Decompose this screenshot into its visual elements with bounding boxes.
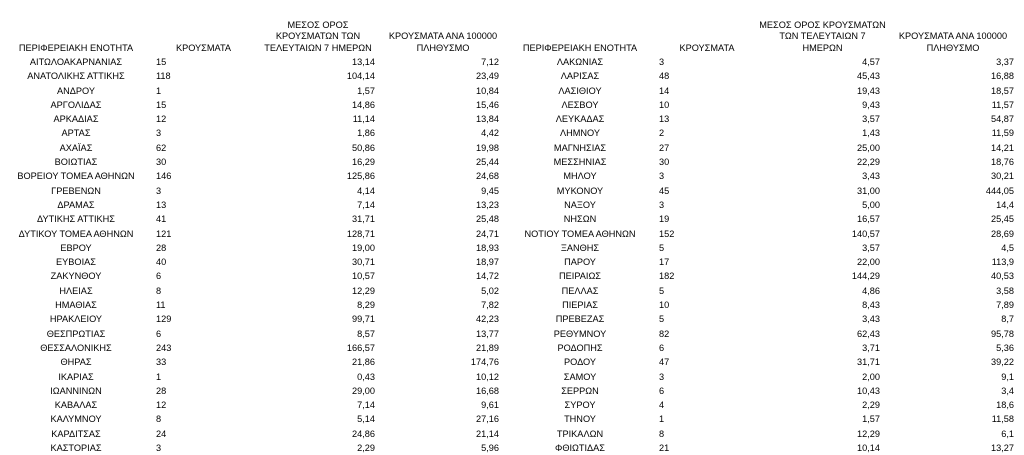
cell-cases: 27 (659, 142, 670, 153)
cell-cases: 129 (156, 314, 172, 325)
cell-rate: 14,21 (991, 142, 1014, 153)
cell-region: ΛΕΥΚΑΔΑΣ (555, 114, 605, 125)
cell-region: ΗΜΑΘΙΑΣ (55, 300, 97, 311)
cell-region: ΘΕΣΠΡΩΤΙΑΣ (46, 328, 106, 339)
cell-avg: 50,86 (352, 142, 375, 153)
cell-cases: 6 (156, 271, 162, 282)
cell-avg: 24,86 (352, 428, 375, 439)
cell-avg: 31,71 (857, 357, 880, 368)
table-row (0, 141, 1020, 155)
cell-cases: 48 (659, 71, 670, 82)
cell-region: ΠΡΕΒΕΖΑΣ (555, 314, 605, 325)
cell-cases: 182 (659, 271, 675, 282)
cell-avg: 11,14 (352, 114, 375, 125)
cell-region: ΡΟΔΟΥ (563, 357, 596, 368)
cell-cases: 121 (156, 228, 172, 239)
table-body (0, 55, 1020, 455)
table-row (0, 398, 1020, 412)
cell-rate: 25,44 (476, 157, 499, 168)
cell-cases: 41 (156, 214, 167, 225)
cell-rate: 21,89 (476, 342, 499, 353)
cell-rate: 15,46 (476, 99, 499, 110)
cell-rate: 18,93 (476, 242, 499, 253)
cell-avg: 10,43 (857, 385, 880, 396)
cell-avg: 8,57 (357, 328, 375, 339)
cell-avg: 30,71 (352, 257, 375, 268)
cell-rate: 25,48 (476, 214, 499, 225)
cell-cases: 5 (659, 314, 665, 325)
cell-region: ΑΡΓΟΛΙΔΑΣ (50, 99, 102, 110)
cell-avg: 16,57 (857, 214, 880, 225)
cell-avg: 3,43 (862, 314, 880, 325)
table-row (0, 269, 1020, 283)
cell-cases: 5 (659, 285, 665, 296)
cell-region: ΣΥΡΟΥ (564, 400, 596, 411)
cell-region: ΙΩΑΝΝΙΝΩΝ (50, 385, 102, 396)
cell-cases: 3 (659, 371, 665, 382)
cell-rate: 13,77 (476, 328, 499, 339)
cell-region: ΔΥΤΙΚΟΥ ΤΟΜΕΑ ΑΘΗΝΩΝ (18, 228, 134, 239)
cell-cases: 47 (659, 357, 670, 368)
cell-cases: 243 (156, 342, 172, 353)
cell-rate: 25,45 (991, 214, 1014, 225)
cell-rate: 5,96 (481, 443, 499, 454)
cell-region: ΚΑΛΥΜΝΟΥ (50, 414, 102, 425)
cell-cases: 8 (156, 285, 162, 296)
covid-cases-table (0, 9, 1020, 455)
cell-region: ΙΚΑΡΙΑΣ (58, 371, 94, 382)
cell-avg: 22,29 (857, 157, 880, 168)
cell-cases: 19 (659, 214, 670, 225)
cell-avg: 19,43 (857, 85, 880, 96)
cell-rate: 3,37 (996, 57, 1014, 67)
cell-region: ΛΗΜΝΟΥ (559, 128, 601, 139)
cell-region: ΜΑΓΝΗΣΙΑΣ (553, 142, 607, 153)
cell-region: ΘΗΡΑΣ (60, 357, 92, 368)
cell-region: ΝΗΣΩΝ (563, 214, 597, 225)
cell-rate: 444,05 (985, 185, 1014, 196)
table-row (0, 255, 1020, 269)
cell-rate: 13,23 (476, 199, 499, 210)
cell-rate: 13,27 (991, 443, 1014, 454)
cell-region: ΡΕΘΥΜΝΟΥ (553, 328, 607, 339)
cell-cases: 118 (156, 71, 171, 82)
cell-avg: 4,14 (357, 185, 375, 196)
cell-rate: 174,76 (470, 357, 499, 368)
cell-region: ΒΟΙΩΤΙΑΣ (54, 157, 98, 168)
cell-avg: 140,57 (851, 228, 880, 239)
cell-region: ΕΥΒΟΙΑΣ (56, 257, 96, 268)
table-row (0, 412, 1020, 426)
cell-avg: 62,43 (857, 328, 880, 339)
cell-cases: 3 (156, 128, 162, 139)
cell-rate: 5,36 (996, 342, 1014, 353)
cell-rate: 13,84 (476, 114, 499, 125)
cell-rate: 21,14 (476, 428, 499, 439)
cell-rate: 14,4 (996, 199, 1014, 210)
cell-rate: 9,45 (481, 185, 499, 196)
cell-region: ΛΑΣΙΘΙΟΥ (558, 85, 602, 96)
header-region: ΠΕΡΙΦΕΡΕΙΑΚΗ ΕΝΟΤΗΤΑ (18, 42, 134, 53)
cell-cases: 6 (659, 342, 665, 353)
cell-region: ΚΑΣΤΟΡΙΑΣ (50, 443, 102, 454)
cell-rate: 3,4 (1001, 385, 1014, 396)
cell-region: ΦΘΙΩΤΙΔΑΣ (554, 443, 605, 454)
cell-cases: 3 (659, 199, 665, 210)
cell-rate: 42,23 (476, 314, 499, 325)
cell-avg: 45,43 (857, 71, 880, 82)
cell-cases: 14 (659, 85, 670, 96)
cell-rate: 4,42 (481, 128, 499, 139)
table-row (0, 327, 1020, 341)
cell-rate: 8,7 (1001, 314, 1014, 325)
cell-rate: 30,21 (991, 171, 1014, 182)
cell-region: ΕΒΡΟΥ (60, 242, 92, 253)
table-row (0, 112, 1020, 126)
cell-cases: 62 (156, 142, 167, 153)
cell-cases: 5 (659, 242, 665, 253)
cell-region: ΑΝΔΡΟΥ (56, 85, 95, 96)
cell-rate: 9,61 (481, 400, 499, 411)
cell-region: ΓΡΕΒΕΝΩΝ (51, 185, 101, 196)
cell-avg: 31,71 (352, 214, 375, 225)
cell-rate: 27,16 (476, 414, 499, 425)
table-row (0, 126, 1020, 140)
cell-avg: 29,00 (352, 385, 375, 396)
cell-cases: 3 (156, 185, 162, 196)
header-avg-2: ΜΕΣΟΣ ΟΡΟΣ ΚΡΟΥΣΜΑΤΩΝ ΤΩΝ ΤΕΛΕΥΤΑΙΩΝ 7 ΗΜΕΡΩΝ (759, 19, 886, 53)
cell-rate: 23,49 (476, 71, 499, 82)
cell-rate: 39,22 (991, 357, 1014, 368)
cell-region: ΛΑΡΙΣΑΣ (560, 71, 600, 82)
cell-region: ΜΗΛΟΥ (563, 171, 597, 182)
table-row (0, 198, 1020, 212)
cell-avg: 4,86 (862, 285, 880, 296)
cell-region: ΤΡΙΚΑΛΩΝ (556, 428, 604, 439)
header-cases-2: ΚΡΟΥΣΜΑΤΑ (679, 42, 735, 53)
cell-rate: 40,53 (991, 271, 1014, 282)
cell-cases: 30 (156, 157, 167, 168)
cell-cases: 13 (659, 114, 670, 125)
table-header (0, 9, 1020, 55)
table-row (0, 212, 1020, 226)
cell-cases: 3 (659, 57, 665, 67)
cell-avg: 7,14 (357, 400, 375, 411)
cell-avg: 10,57 (352, 271, 375, 282)
table-row (0, 441, 1020, 455)
table-row (0, 84, 1020, 98)
cell-region: ΘΕΣΣΑΛΟΝΙΚΗΣ (40, 342, 112, 353)
cell-region: ΠΙΕΡΙΑΣ (562, 300, 598, 311)
cell-cases: 28 (156, 242, 167, 253)
cell-avg: 104,14 (346, 71, 375, 82)
cell-cases: 17 (659, 257, 670, 268)
header-region-2: ΠΕΡΙΦΕΡΕΙΑΚΗ ΕΝΟΤΗΤΑ (522, 42, 638, 53)
cell-avg: 1,43 (862, 128, 880, 139)
header-rate: ΚΡΟΥΣΜΑΤΑ ΑΝΑ 100000 ΠΛΗΘΥΣΜΟ (388, 31, 498, 53)
cell-cases: 1 (156, 371, 162, 382)
table-row (0, 384, 1020, 398)
cell-avg: 99,71 (352, 314, 375, 325)
cell-avg: 128,71 (346, 228, 375, 239)
cell-region: ΜΥΚΟΝΟΥ (556, 185, 604, 196)
cell-region: ΚΑΒΑΛΑΣ (54, 400, 98, 411)
cell-region: ΑΧΑΪΑΣ (59, 142, 93, 153)
cell-cases: 11 (156, 300, 166, 311)
table-row (0, 69, 1020, 83)
header-rate-2: ΚΡΟΥΣΜΑΤΑ ΑΝΑ 100000 ΠΛΗΘΥΣΜΟ (898, 31, 1008, 53)
cell-rate: 54,87 (991, 114, 1014, 125)
cell-avg: 1,57 (862, 414, 880, 425)
cell-cases: 146 (156, 171, 172, 182)
cell-rate: 18,76 (991, 157, 1014, 168)
cell-region: ΛΕΣΒΟΥ (561, 99, 599, 110)
cell-region: ΞΑΝΘΗΣ (560, 242, 600, 253)
cell-region: ΑΡΚΑΔΙΑΣ (53, 114, 99, 125)
cell-rate: 28,69 (991, 228, 1014, 239)
cell-region: ΑΙΤΩΛΟΑΚΑΡΝΑΝΙΑΣ (29, 57, 123, 67)
cell-avg: 4,57 (862, 57, 880, 67)
cell-rate: 113,9 (991, 257, 1014, 268)
cell-cases: 15 (156, 57, 167, 67)
cell-region: ΣΕΡΡΩΝ (561, 385, 599, 396)
cell-avg: 8,29 (357, 300, 375, 311)
cell-rate: 9,1 (1001, 371, 1014, 382)
cell-avg: 5,00 (862, 199, 880, 210)
cell-region: ΤΗΝΟΥ (564, 414, 596, 425)
cell-avg: 2,00 (862, 371, 880, 382)
table-row (0, 427, 1020, 441)
cell-region: ΒΟΡΕΙΟΥ ΤΟΜΕΑ ΑΘΗΝΩΝ (17, 171, 135, 182)
cell-avg: 31,00 (857, 185, 880, 196)
cell-rate: 24,68 (476, 171, 499, 182)
cell-cases: 3 (156, 443, 162, 454)
cell-region: ΖΑΚΥΝΘΟΥ (50, 271, 102, 282)
cell-region: ΠΑΡΟΥ (564, 257, 596, 268)
table-row (0, 155, 1020, 169)
cell-cases: 3 (659, 171, 665, 182)
cell-cases: 28 (156, 385, 167, 396)
cell-avg: 14,86 (352, 99, 375, 110)
cell-region: ΣΑΜΟΥ (563, 371, 597, 382)
cell-rate: 11,57 (991, 99, 1014, 110)
cell-region: ΑΝΑΤΟΛΙΚΗΣ ΑΤΤΙΚΗΣ (27, 71, 125, 82)
cell-avg: 5,14 (357, 414, 375, 425)
cell-cases: 6 (659, 385, 665, 396)
cell-rate: 10,12 (476, 371, 499, 382)
cell-cases: 10 (659, 300, 670, 311)
header-cases: ΚΡΟΥΣΜΑΤΑ (175, 42, 232, 53)
cell-rate: 10,84 (476, 85, 499, 96)
table-row (0, 184, 1020, 198)
cell-region: ΑΡΤΑΣ (61, 128, 91, 139)
cell-rate: 7,82 (481, 300, 499, 311)
cell-cases: 8 (156, 414, 162, 425)
cell-region: ΔΡΑΜΑΣ (57, 199, 95, 210)
cell-rate: 7,12 (481, 57, 499, 67)
cell-avg: 3,43 (862, 171, 880, 182)
cell-avg: 22,00 (857, 257, 880, 268)
cell-avg: 13,14 (352, 57, 375, 67)
cell-rate: 3,58 (996, 285, 1014, 296)
table-row (0, 55, 1020, 69)
cell-cases: 13 (156, 199, 167, 210)
table-row (0, 370, 1020, 384)
cell-region: ΠΕΙΡΑΙΩΣ (559, 271, 601, 282)
cell-region: ΗΡΑΚΛΕΙΟΥ (49, 314, 103, 325)
table-row (0, 355, 1020, 369)
table-row (0, 298, 1020, 312)
cell-rate: 4,5 (1001, 242, 1014, 253)
cell-rate: 16,68 (476, 385, 499, 396)
cell-avg: 21,86 (352, 357, 375, 368)
cell-avg: 12,29 (857, 428, 880, 439)
cell-cases: 21 (659, 443, 670, 454)
cell-cases: 12 (156, 114, 167, 125)
table-row (0, 227, 1020, 241)
cell-region: ΗΛΕΙΑΣ (59, 285, 93, 296)
cell-avg: 8,43 (862, 300, 880, 311)
cell-avg: 2,29 (862, 400, 880, 411)
cell-cases: 30 (659, 157, 670, 168)
cell-avg: 3,57 (862, 114, 880, 125)
cell-region: ΜΕΣΣΗΝΙΑΣ (553, 157, 607, 168)
cell-avg: 3,71 (862, 342, 880, 353)
cell-cases: 40 (156, 257, 167, 268)
cell-region: ΠΕΛΛΑΣ (561, 285, 599, 296)
cell-region: ΚΑΡΔΙΤΣΑΣ (51, 428, 101, 439)
cell-avg: 0,43 (357, 371, 375, 382)
table-row (0, 341, 1020, 355)
table-row (0, 284, 1020, 298)
table-row (0, 312, 1020, 326)
cell-region: ΝΟΤΙΟΥ ΤΟΜΕΑ ΑΘΗΝΩΝ (524, 228, 636, 239)
cell-cases: 8 (659, 428, 665, 439)
cell-rate: 7,89 (996, 300, 1014, 311)
cell-avg: 10,14 (857, 443, 880, 454)
cell-cases: 45 (659, 185, 670, 196)
cell-rate: 18,57 (991, 85, 1014, 96)
table-row (0, 169, 1020, 183)
cell-rate: 95,78 (991, 328, 1014, 339)
cell-cases: 1 (659, 414, 665, 425)
cell-rate: 19,98 (476, 142, 499, 153)
cell-region: ΝΑΞΟΥ (564, 199, 596, 210)
table-row (0, 241, 1020, 255)
cell-avg: 144,29 (851, 271, 880, 282)
cell-avg: 125,86 (346, 171, 375, 182)
cell-rate: 18,6 (996, 400, 1014, 411)
cell-region: ΛΑΚΩΝΙΑΣ (556, 57, 604, 67)
cell-avg: 166,57 (346, 342, 375, 353)
cell-cases: 82 (659, 328, 670, 339)
cell-region: ΡΟΔΟΠΗΣ (557, 342, 603, 353)
cell-avg: 1,86 (357, 128, 375, 139)
cell-avg: 7,14 (357, 199, 375, 210)
cell-rate: 14,72 (476, 271, 499, 282)
cell-cases: 10 (659, 99, 670, 110)
cell-cases: 152 (659, 228, 675, 239)
cell-rate: 24,71 (476, 228, 499, 239)
cell-region: ΔΥΤΙΚΗΣ ΑΤΤΙΚΗΣ (37, 214, 115, 225)
cell-rate: 16,88 (991, 71, 1014, 82)
cell-cases: 12 (156, 400, 167, 411)
cell-cases: 4 (659, 400, 665, 411)
cell-rate: 18,97 (476, 257, 499, 268)
cell-cases: 15 (156, 99, 167, 110)
cell-avg: 3,57 (862, 242, 880, 253)
cell-rate: 6,1 (1001, 428, 1014, 439)
cell-rate: 5,02 (481, 285, 499, 296)
cell-rate: 11,59 (991, 128, 1014, 139)
cell-avg: 25,00 (857, 142, 880, 153)
cell-cases: 24 (156, 428, 167, 439)
cell-cases: 6 (156, 328, 162, 339)
cell-cases: 33 (156, 357, 167, 368)
cell-avg: 9,43 (862, 99, 880, 110)
cell-avg: 19,00 (352, 242, 375, 253)
header-avg: ΜΕΣΟΣ ΟΡΟΣ ΚΡΟΥΣΜΑΤΩΝ ΤΩΝ ΤΕΛΕΥΤΑΙΩΝ 7 ΗΜΕΡΩΝ (264, 19, 372, 53)
cell-avg: 16,29 (352, 157, 375, 168)
cell-avg: 12,29 (352, 285, 375, 296)
cell-cases: 1 (156, 85, 162, 96)
cell-rate: 11,58 (991, 414, 1014, 425)
cell-avg: 1,57 (357, 85, 375, 96)
cell-cases: 2 (659, 128, 665, 139)
table-row (0, 98, 1020, 112)
cell-avg: 2,29 (357, 443, 375, 454)
